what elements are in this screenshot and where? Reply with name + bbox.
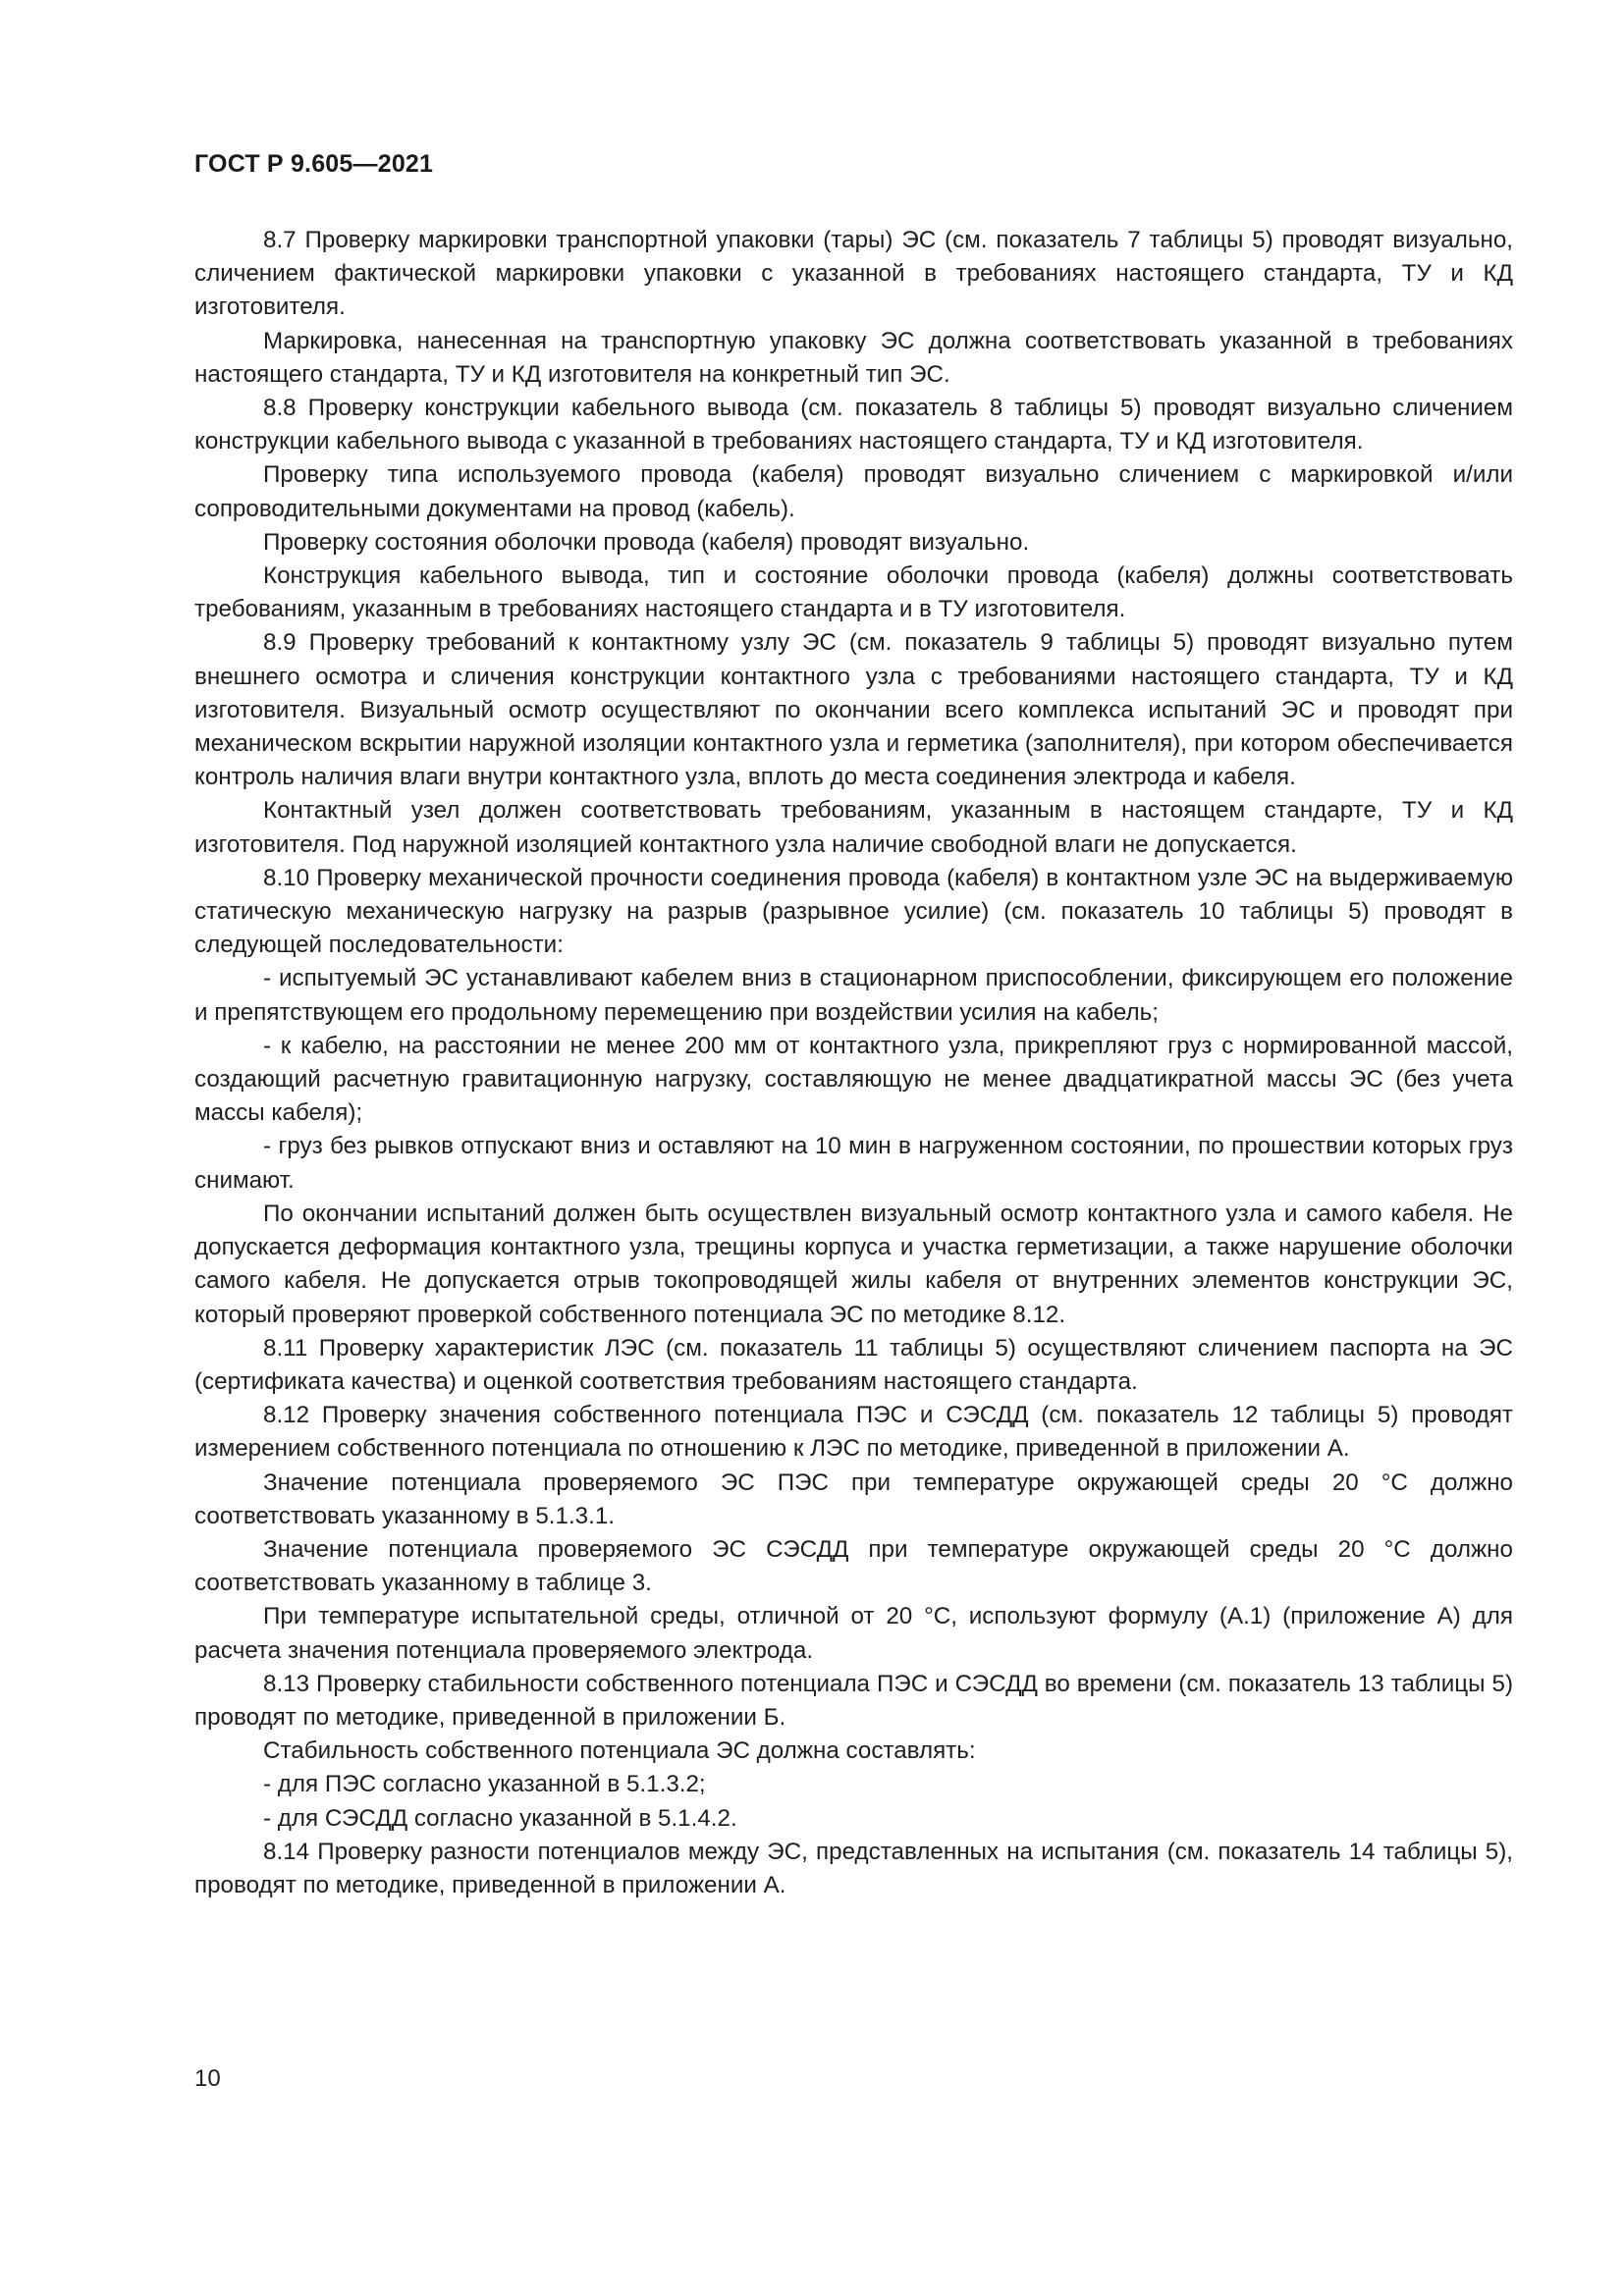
list-item: - груз без рывков отпускают вниз и оставляют на 10 мин в нагруженном состоянии, по прошествии которых груз снимают. (194, 1133, 1513, 1194)
list-item: - для СЭСДД согласно указанной в 5.1.4.2. (263, 1804, 737, 1832)
paragraph-8-14: 8.14 Проверку разности потенциалов между ЭС, представленных на испытания (см. показатель 14 таблицы 5), проводят по методике, приведенной в приложении А. (194, 1838, 1513, 1898)
list-item: - к кабелю, на расстоянии не менее 200 мм от контактного узла, прикрепляют груз с нормированной массой, создающий расчетную гравитационную нагрузку, составляющую не менее двадцатикратной массы ЭС (без учета массы кабеля); (194, 1032, 1513, 1127)
paragraph: Контактный узел должен соответствовать требованиям, указанным в настоящем стандарте, ТУ и КД изготовителя. Под наружной изоляцией контактного узла наличие свободной влаги не допускается. (194, 797, 1513, 858)
paragraph: При температуре испытательной среды, отличной от 20 °С, используют формулу (А.1) (приложение А) для расчета значения потенциала проверяемого электрода. (194, 1603, 1513, 1664)
paragraph-8-10: 8.10 Проверку механической прочности соединения провода (кабеля) в контактном узле ЭС на выдерживаемую статическую механическую нагрузку на разрыв (разрывное усилие) (см. показатель 10 таблицы 5) проводят в следующей последовательности: (194, 864, 1513, 959)
paragraph-8-7: 8.7 Проверку маркировки транспортной упаковки (тары) ЭС (см. показатель 7 таблицы 5) проводят визуально, сличением фактической маркировки упаковки с указанной в требованиях настоящего стандарта, ТУ и КД изготовителя. (194, 227, 1513, 321)
paragraph-8-9: 8.9 Проверку требований к контактному узлу ЭС (см. показатель 9 таблицы 5) проводят визуально путем внешнего осмотра и сличения конструкции контактного узла с требованиями настоящего стандарта, ТУ и КД изготовителя. Визуальный осмотр осуществляют по окончании всего комплекса испытаний ЭС и проводят при механическом вскрытии наружной изоляции контактного узла и герметика (заполнителя), при котором обеспечивается контроль наличия влаги внутри контактного узла, вплоть до места соединения электрода и кабеля. (194, 629, 1513, 791)
paragraph: Проверку состояния оболочки провода (кабеля) проводят визуально. (263, 528, 1030, 556)
paragraph: Маркировка, нанесенная на транспортную упаковку ЭС должна соответствовать указанной в требованиях настоящего стандарта, ТУ и КД изготовителя на конкретный тип ЭС. (194, 327, 1513, 388)
document-header: ГОСТ Р 9.605—2021 (194, 150, 434, 178)
list-item: - для ПЭС согласно указанной в 5.1.3.2; (263, 1771, 706, 1798)
paragraph-8-8: 8.8 Проверку конструкции кабельного вывода (см. показатель 8 таблицы 5) проводят визуально сличением конструкции кабельного вывода с указанной в требованиях настоящего стандарта, ТУ и КД изготовителя. (194, 395, 1513, 455)
paragraph-8-13: 8.13 Проверку стабильности собственного потенциала ПЭС и СЭСДД во времени (см. показатель 13 таблицы 5) проводят по методике, приведенной в приложении Б. (194, 1670, 1513, 1731)
paragraph: Значение потенциала проверяемого ЭС СЭСДД при температуре окружающей среды 20 °С должно соответствовать указанному в таблице 3. (194, 1535, 1513, 1597)
paragraph: Значение потенциала проверяемого ЭС ПЭС при температуре окружающей среды 20 °С должно соответствовать указанному в 5.1.3.1. (194, 1468, 1513, 1529)
document-body (194, 224, 1513, 1902)
paragraph: Проверку типа используемого провода (кабеля) проводят визуально сличением с маркировкой и/или сопроводительными документами на провод (кабель). (194, 461, 1513, 522)
paragraph-8-12: 8.12 Проверку значения собственного потенциала ПЭС и СЭСДД (см. показатель 12 таблицы 5) проводят измерением собственного потенциала по отношению к ЛЭС по методике, приведенной в приложении А. (194, 1402, 1513, 1463)
paragraph: Конструкция кабельного вывода, тип и состояние оболочки провода (кабеля) должны соответствовать требованиям, указанным в требованиях настоящего стандарта и в ТУ изготовителя. (194, 562, 1513, 623)
list-item: - испытуемый ЭС устанавливают кабелем вниз в стационарном приспособлении, фиксирующем его положение и препятствующем его продольному перемещению при воздействии усилия на кабель; (194, 965, 1513, 1026)
paragraph: По окончании испытаний должен быть осуществлен визуальный осмотр контактного узла и самого кабеля. Не допускается деформация контактного узла, трещины корпуса и участка герметизации, а также нарушение оболочки самого кабеля. Не допускается отрыв токопроводящей жилы кабеля от внутренних элементов конструкции ЭС, который проверяют проверкой собственного потенциала ЭС по методике 8.12. (194, 1200, 1513, 1328)
paragraph: Стабильность собственного потенциала ЭС должна составлять: (263, 1737, 976, 1765)
page-number: 10 (194, 2065, 221, 2092)
paragraph-8-11: 8.11 Проверку характеристик ЛЭС (см. показатель 11 таблицы 5) осуществляют сличением паспорта на ЭС (сертификата качества) и оценкой соответствия требованиям настоящего стандарта. (194, 1334, 1513, 1395)
